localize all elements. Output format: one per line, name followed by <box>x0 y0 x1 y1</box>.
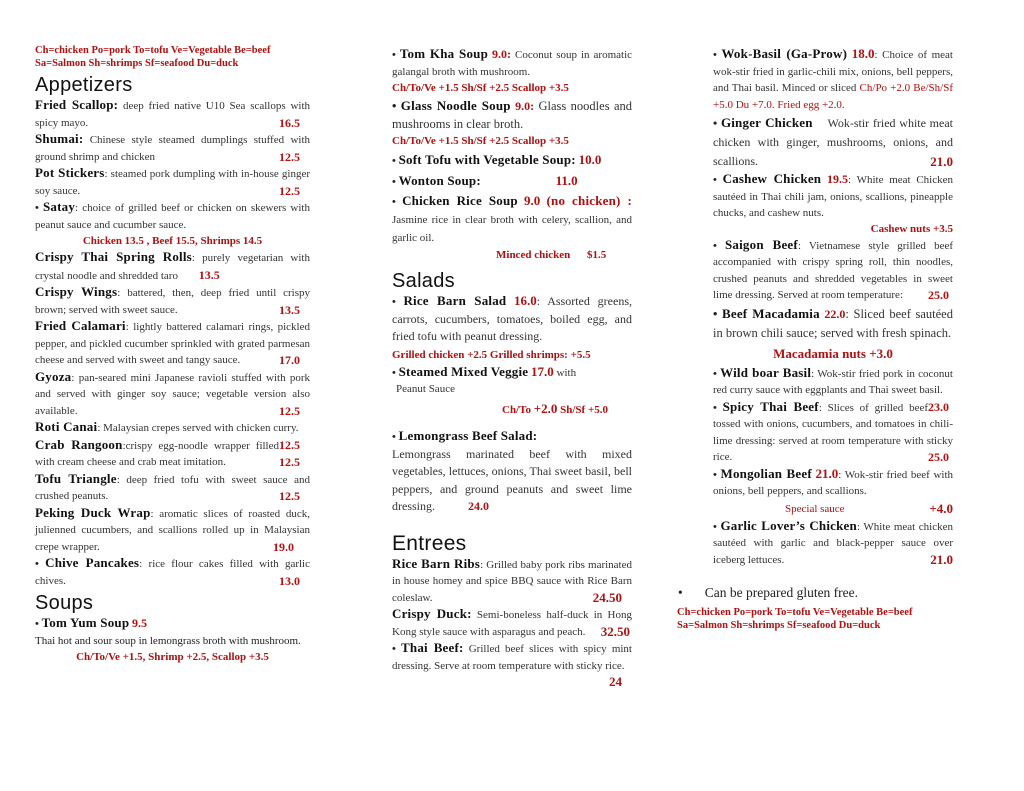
menu-item-saigon-beef[interactable]: • Saigon Beef: Vietnamese style grilled beef accompanied with crispy spring roll, thin noodles, crushed peanuts and shredded vegetables in sweet lime dressing. Served at room temperature: 25.0 <box>713 237 953 304</box>
column-middle <box>392 46 632 691</box>
menu-item-spicy-thai-beef[interactable]: • Spicy Thai Beef: Slices of grilled beef tossed with onions, cucumbers, and tomatoes in chili-lime dressing: served at room temperature with sticky rice. 25.0 <box>713 399 953 466</box>
satay-options: Chicken 13.5 , Beef 15.5, Shrimps 14.5 <box>82 235 263 247</box>
menu-item-beef-macadamia[interactable]: • Beef Macadamia 22.0: Sliced beef sautéed in brown chili sauce; served with fresh spinach. <box>713 304 953 343</box>
soups-heading: Soups <box>35 592 94 614</box>
menu-item-tofu-triangle[interactable]: Tofu Triangle: deep fried tofu with sweet sauce and crushed peanuts. 12.5 <box>35 470 310 503</box>
menu-item-crab-rangoon[interactable]: Crab Rangoon:crispy egg-noodle wrapper filled with cream cheese and crab meat imitation. 12.5 <box>35 436 300 469</box>
menu-item-wonton[interactable]: • Wonton Soup: 11.0 <box>392 171 632 192</box>
gluten-free-note: • Can be prepared gluten free. <box>678 585 859 600</box>
salads-heading: Salads <box>392 270 455 292</box>
menu-item-garlic-chicken[interactable]: • Garlic Lover’s Chicken: White meat chicken sautéed with garlic and black-pepper sauce over iceberg lettuces. 21.0 <box>713 518 953 569</box>
tom-kha-addons: Ch/To/Ve +1.5 Sh/Sf +2.5 Scallop +3.5 <box>392 82 569 94</box>
menu-item-tom-kha[interactable]: • Tom Kha Soup 9.0: Coconut soup in aromatic galangal broth with mushroom. <box>392 46 632 80</box>
steamed-veggie-addons: Ch/To +2.0 Sh/Sf +5.0 <box>502 400 608 416</box>
menu-item-crispy-duck[interactable]: Crispy Duck: Semi-boneless half-duck in Hong Kong style sauce with asparagus and peach. 32.50 <box>392 606 632 639</box>
chicken-rice-addon: Minced chicken $1.5 <box>496 249 607 261</box>
menu-item-gyoza[interactable]: Gyoza: pan-seared mini Japanese ravioli stuffed with pork and served with ginger soy sauce; vegetable version also available. 12.5 <box>35 368 310 418</box>
tom-yum-desc: Thai hot and sour soup in lemongrass broth with mushroom. <box>35 634 301 647</box>
glass-noodle-addons: Ch/To/Ve +1.5 Sh/Sf +2.5 Scallop +3.5 <box>392 135 569 147</box>
menu-item-fried-scallop[interactable]: Fried Scallop: deep fried native U10 Sea scallops with spicy mayo. 16.5 <box>35 97 310 130</box>
menu-item-rice-barn-salad[interactable]: • Rice Barn Salad 16.0: Assorted greens, carrots, cucumbers, tomatoes, boiled egg, and fried tofu with peanut dressing. <box>392 293 632 346</box>
legend-top: Ch=chicken Po=pork To=tofu Ve=Vegetable Be=beef Sa=Salmon Sh=shrimps Sf=seafood Du=duck <box>35 45 271 69</box>
menu-item-wild-boar[interactable]: • Wild boar Basil: Wok-stir fried pork in coconut red curry sauce with eggplants and Thai sweet basil. 23.0 <box>713 365 953 399</box>
menu-item-glass-noodle[interactable]: • Glass Noodle Soup 9.0: Glass noodles and mushrooms in clear broth. <box>392 97 632 133</box>
column-right <box>677 46 953 632</box>
menu-item-ginger-chicken[interactable]: • Ginger Chicken Wok-stir fried white meat chicken with ginger, mushrooms, onions, and scallions. 21.0 <box>713 113 953 171</box>
macadamia-addon: Macadamia nuts +3.0 <box>773 345 893 361</box>
menu-item-shumai[interactable]: Shumai: Chinese style steamed dumplings stuffed with ground shrimp and chicken 12.5 <box>35 131 310 164</box>
menu-item-mongolian-beef[interactable]: • Mongolian Beef 21.0: Wok-stir fried beef with onions, bell peppers, and scallions. <box>713 466 953 500</box>
menu-item-peking-duck[interactable]: Peking Duck Wrap: aromatic slices of roasted duck, julienned cucumbers, and scallions rolled up in Malaysian crepe wrapper. 19.0 <box>35 504 310 554</box>
cashew-addon: Cashew nuts +3.5 <box>870 222 953 235</box>
lemongrass-desc: Lemongrass marinated beef with mixed vegetables, lettuces, onions, Thai sweet basil, bell peppers, and ground peanuts and sweet lime dressing. 24.0 <box>392 446 632 513</box>
menu-item-lemongrass-beef[interactable]: • Lemongrass Beef Salad: <box>392 427 632 446</box>
menu-item-cashew-chicken[interactable]: • Cashew Chicken 19.5: White meat Chicken sautéed in Thai chili jam, onions, scallions, pineapple chucks, and cashew nuts. <box>713 171 953 222</box>
menu-item-pot-stickers[interactable]: Pot Stickers: steamed pork dumpling with in-house ginger soy sauce. 12.5 <box>35 165 310 198</box>
menu-item-satay[interactable]: • Satay: choice of grilled beef or chicken on skewers with peanut sauce and cucumber sauce. <box>35 199 310 233</box>
menu-item-crispy-wings[interactable]: Crispy Wings: battered, then, deep fried until crispy brown; served with sweet sauce. 13.5 <box>35 284 310 317</box>
tom-yum-addons: Ch/To/Ve +1.5, Shrimp +2.5, Scallop +3.5 <box>76 651 269 663</box>
legend-bottom: Ch=chicken Po=pork To=tofu Ve=Vegetable Be=beef Sa=Salmon Sh=shrimps Sf=seafood Du=duck <box>677 607 913 631</box>
column-left <box>35 44 310 665</box>
menu-item-soft-tofu[interactable]: • Soft Tofu with Vegetable Soup: 10.0 <box>392 150 632 171</box>
menu-item-steamed-veggie[interactable]: • Steamed Mixed Veggie 17.0 with Peanut Sauce <box>392 364 632 398</box>
menu-item-ribs[interactable]: Rice Barn Ribs: Grilled baby pork ribs marinated in house homey and spice BBQ sauce with Rice Barn coleslaw. 24.50 <box>392 555 632 605</box>
rice-barn-salad-addons: Grilled chicken +2.5 Grilled shrimps: +5.5 <box>392 348 591 361</box>
appetizers-heading: Appetizers <box>35 74 133 96</box>
menu-item-thai-beef[interactable]: • Thai Beef: Grilled beef slices with spicy mint dressing. Serve at room temperature with sticky rice. 24 <box>392 640 632 674</box>
menu-item-wok-basil[interactable]: • Wok-Basil (Ga-Prow) 18.0: Choice of meat wok-stir fried in garlic-chili mix, onions, bell peppers, and Thai basil. Minced or sliced Ch/Po +2.0 Be/Sh/Sf +5.0 Du +7.0. Fried egg +2.0. <box>713 46 953 113</box>
menu-item-chive-pancakes[interactable]: • Chive Pancakes: rice flour cakes filled with garlic chives. 13.0 <box>35 555 310 589</box>
menu-item-roti-canai[interactable]: Roti Canai: Malaysian crepes served with chicken curry. 12.5 <box>35 419 300 452</box>
menu-item-chicken-rice[interactable]: • Chicken Rice Soup 9.0 (no chicken) : Jasmine rice in clear broth with celery, scallion, and garlic oil. <box>392 192 632 247</box>
menu-item-tom-yum[interactable]: • Tom Yum Soup 9.5 <box>35 615 310 633</box>
menu-item-spring-rolls[interactable]: Crispy Thai Spring Rolls: purely vegetarian with crystal noodle and shredded taro 13.5 <box>35 249 310 282</box>
mongolian-addon: Special sauce +4.0 <box>785 500 953 516</box>
menu-item-fried-calamari[interactable]: Fried Calamari: lightly battered calamari rings, pickled pepper, and pickled cucumber sprinkled with grated parmesan cheese and served with sweet and tangy sauce. 17.0 <box>35 318 310 367</box>
entrees-heading: Entrees <box>392 531 467 555</box>
